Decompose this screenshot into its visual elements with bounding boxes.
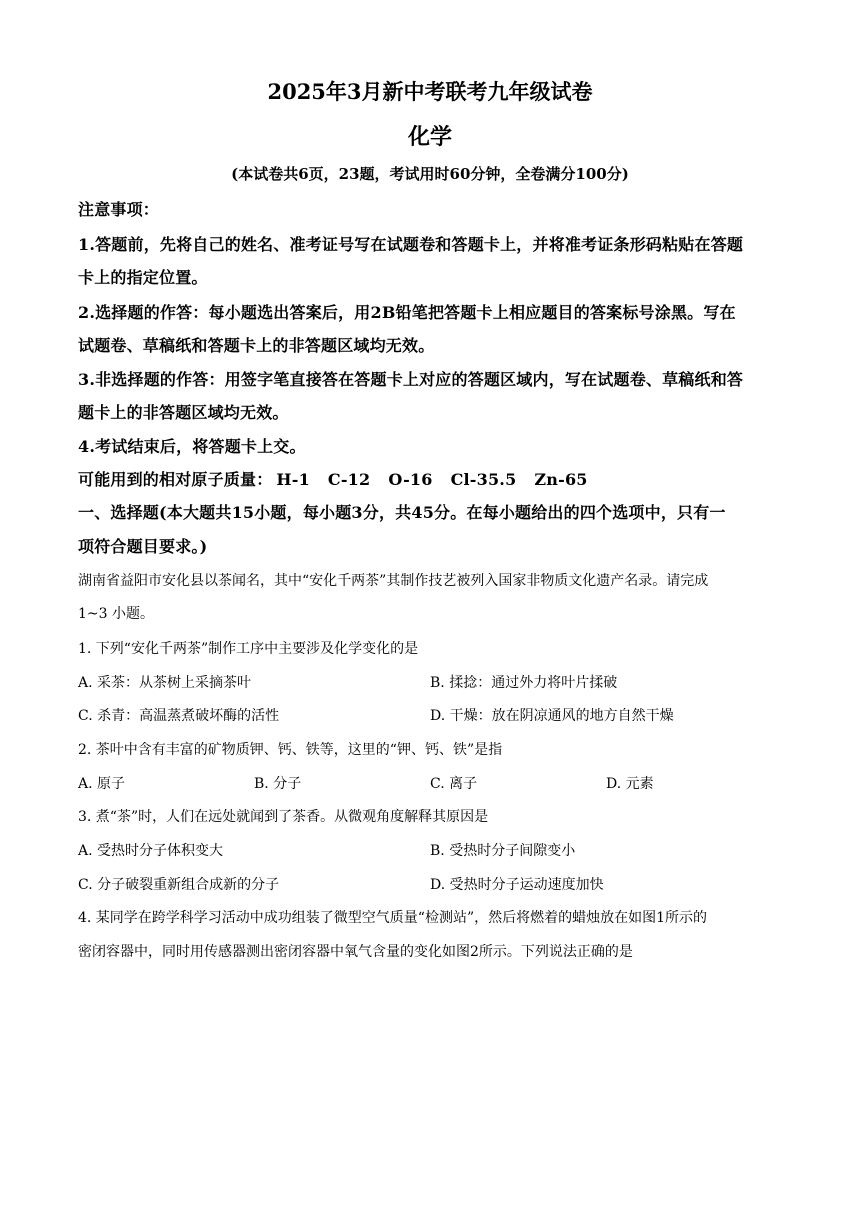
masses-label: 可能用到的相对原子质量： <box>78 470 273 489</box>
mass-cl: Cl-35.5 <box>450 470 517 489</box>
q3-option-a: A. 受热时分子体积变大 <box>78 843 224 859</box>
q3-option-d: D. 受热时分子运动速度加快 <box>430 877 604 893</box>
q1-option-d: D. 干燥：放在阴凉通风的地方自然干燥 <box>430 708 674 724</box>
atomic-masses <box>78 467 606 490</box>
mass-o: O-16 <box>388 470 433 489</box>
notice-item-2a: 2.选择题的作答：每小题选出答案后，用2B铅笔把答题卡上相应题目的答案标号涂黑。写在 <box>78 303 736 322</box>
q4-stem-b: 密闭容器中，同时用传感器测出密闭容器中氧气含量的变化如图2所示。下列说法正确的是 <box>78 944 633 960</box>
notice-item-3b: 题卡上的非答题区域均无效。 <box>78 403 289 422</box>
section1-heading-a: 一、选择题(本大题共15小题，每小题3分，共45分。在每小题给出的四个选项中，只有一 <box>78 503 726 522</box>
q2-option-c: C. 离子 <box>430 776 478 792</box>
subject-title: 化学 <box>407 124 452 150</box>
notice-item-1b: 卡上的指定位置。 <box>78 268 208 287</box>
q2-stem: 2. 茶叶中含有丰富的矿物质钾、钙、铁等，这里的“钾、钙、铁”是指 <box>78 742 503 758</box>
q1-option-b: B. 揉捻：通过外力将叶片揉破 <box>430 675 618 691</box>
q2-option-a: A. 原子 <box>78 776 126 792</box>
q2-option-b: B. 分子 <box>254 776 302 792</box>
intro-line-b: 1~3 小题。 <box>78 606 154 622</box>
q1-option-a: A. 采茶：从茶树上采摘茶叶 <box>78 675 252 691</box>
q4-stem-a: 4. 某同学在跨学科学习活动中成功组装了微型空气质量“检测站”，然后将燃着的蜡烛放在如图1所示的 <box>78 910 708 926</box>
section1-heading-b: 项符合题目要求。) <box>78 537 208 556</box>
q3-stem: 3. 煮“茶”时，人们在远处就闻到了茶香。从微观角度解释其原因是 <box>78 809 489 825</box>
q1-option-c: C. 杀青：高温蒸煮破坏酶的活性 <box>78 708 280 724</box>
intro-line-a: 湖南省益阳市安化县以茶闻名，其中“安化千两茶”其制作技艺被列入国家非物质文化遗产名录。请完成 <box>78 573 709 589</box>
q1-stem: 1. 下列“安化千两茶”制作工序中主要涉及化学变化的是 <box>78 641 419 657</box>
q2-option-d: D. 元素 <box>606 776 654 792</box>
q3-option-c: C. 分子破裂重新组合成新的分子 <box>78 877 280 893</box>
q3-option-b: B. 受热时分子间隙变小 <box>430 843 576 859</box>
exam-title: 2025年3月新中考联考九年级试卷 <box>267 79 593 104</box>
mass-h: H-1 <box>276 470 310 489</box>
mass-zn: Zn-65 <box>534 470 588 489</box>
notice-item-3a: 3.非选择题的作答：用签字笔直接答在答题卡上对应的答题区域内，写在试题卷、草稿纸和答 <box>78 370 744 389</box>
notice-heading: 注意事项： <box>78 200 160 219</box>
notice-item-2b: 试题卷、草稿纸和答题卡上的非答题区域均无效。 <box>78 336 435 355</box>
mass-c: C-12 <box>327 470 371 489</box>
notice-item-1a: 1.答题前，先将自己的姓名、准考证号写在试题卷和答题卡上，并将准考证条形码粘贴在答题 <box>78 235 744 254</box>
exam-info: (本试卷共6页，23题，考试用时60分钟，全卷满分100分) <box>231 165 629 183</box>
notice-item-4: 4.考试结束后，将答题卡上交。 <box>78 437 306 456</box>
